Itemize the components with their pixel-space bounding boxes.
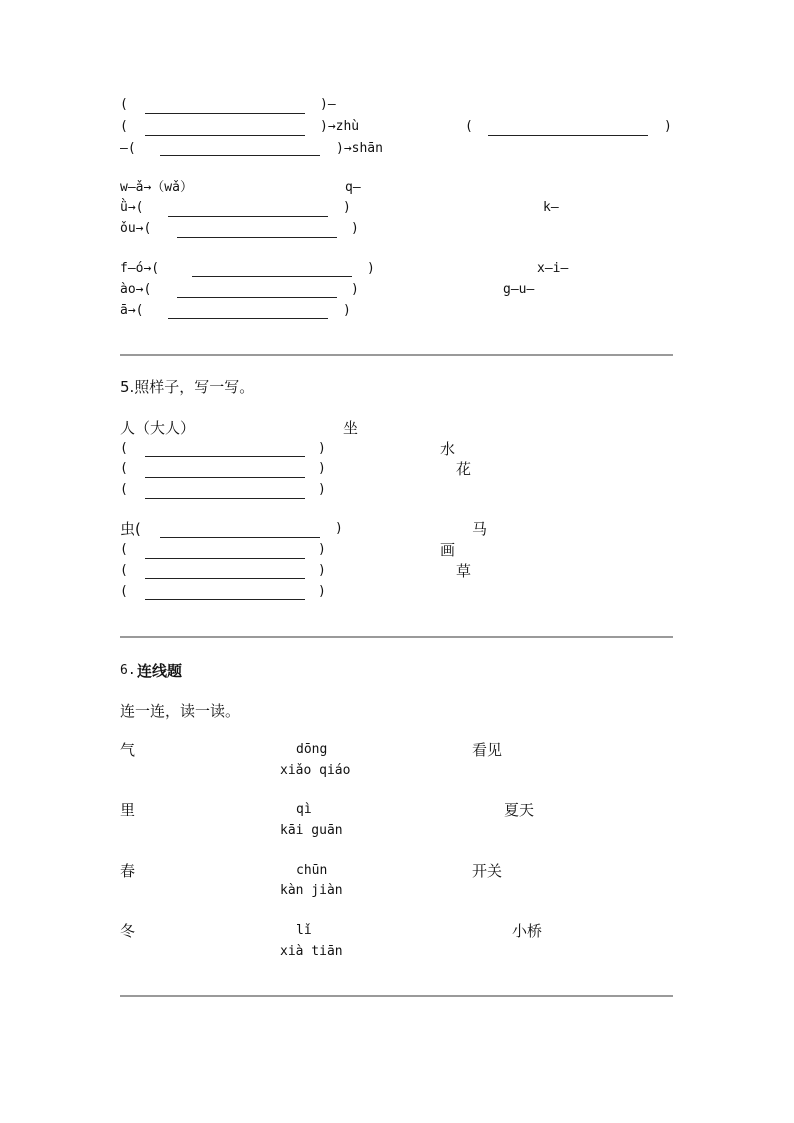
- paren-close: ): [351, 221, 359, 236]
- match-pinyin[interactable]: kàn jiàn: [280, 883, 343, 898]
- section-divider: [120, 995, 673, 997]
- prompt-gu: g—u—: [503, 282, 535, 297]
- answer-blank[interactable]: [145, 498, 305, 499]
- char-ma: 马: [472, 520, 488, 538]
- answer-blank[interactable]: [145, 456, 305, 457]
- char-shui: 水: [440, 440, 456, 458]
- char-chong: 虫(: [120, 520, 141, 538]
- paren-close: ): [343, 303, 351, 318]
- match-word[interactable]: 小桥: [512, 922, 543, 940]
- prompt-q: q—: [345, 180, 361, 195]
- paren-close: ): [343, 200, 351, 215]
- match-char[interactable]: 春: [120, 862, 136, 880]
- paren-close: ): [318, 461, 326, 476]
- paren-open: (: [120, 461, 128, 476]
- answer-blank[interactable]: [488, 135, 648, 136]
- match-pinyin[interactable]: chūn: [296, 863, 328, 878]
- answer-blank[interactable]: [145, 135, 305, 136]
- paren-close: ): [318, 441, 326, 456]
- char-cao: 草: [456, 562, 472, 580]
- match-pinyin[interactable]: xiǎo qiáo: [280, 763, 351, 778]
- char-zuo: 坐: [343, 419, 359, 437]
- answer-blank[interactable]: [145, 578, 305, 579]
- section-number: 6.: [120, 663, 136, 678]
- match-pinyin[interactable]: kāi guān: [280, 823, 343, 838]
- match-pinyin[interactable]: xià tiān: [280, 944, 343, 959]
- answer-blank[interactable]: [145, 599, 305, 600]
- answer-blank[interactable]: [168, 318, 328, 319]
- prompt-a: ā→(: [120, 303, 144, 318]
- answer-blank[interactable]: [145, 558, 305, 559]
- answer-blank[interactable]: [177, 297, 337, 298]
- answer-blank[interactable]: [145, 113, 305, 114]
- match-pinyin[interactable]: lǐ: [296, 923, 312, 938]
- paren-close: ): [351, 282, 359, 297]
- paren-close: )—: [320, 97, 336, 112]
- char-hua2: 画: [440, 541, 456, 559]
- match-char[interactable]: 冬: [120, 922, 136, 940]
- answer-blank[interactable]: [168, 216, 328, 217]
- paren-close: ): [664, 119, 672, 134]
- match-char[interactable]: 里: [120, 801, 136, 819]
- paren-close-shan: )→shān: [336, 141, 383, 156]
- prompt-fo: f—ó→(: [120, 261, 160, 276]
- example-text: 人（大人）: [120, 419, 196, 437]
- prompt-ao: ào→(: [120, 282, 152, 297]
- example-wa: w—ǎ→（wǎ）: [120, 180, 193, 195]
- instruction-text: 连一连，读一读。: [120, 702, 241, 720]
- section-title: 5.照样子，写一写。: [120, 378, 255, 396]
- match-word[interactable]: 夏天: [504, 801, 535, 819]
- paren-close: ): [318, 542, 326, 557]
- paren-open: (: [120, 482, 128, 497]
- answer-blank[interactable]: [177, 237, 337, 238]
- paren-open: (: [120, 119, 128, 134]
- answer-blank[interactable]: [192, 276, 352, 277]
- section-title: 连线题: [137, 662, 183, 680]
- paren-open: (: [120, 441, 128, 456]
- prompt-u: ǜ→(: [120, 200, 144, 215]
- match-pinyin[interactable]: qì: [296, 802, 312, 817]
- paren-open: (: [465, 119, 473, 134]
- answer-blank[interactable]: [145, 477, 305, 478]
- paren-close-zhu: )→zhù: [320, 119, 360, 134]
- answer-blank[interactable]: [160, 537, 320, 538]
- paren-open: (: [120, 563, 128, 578]
- paren-close: ): [318, 482, 326, 497]
- char-hua: 花: [456, 460, 472, 478]
- answer-blank[interactable]: [160, 155, 320, 156]
- prompt-k: k—: [543, 200, 559, 215]
- paren-open: (: [120, 542, 128, 557]
- prompt-xi: x—i—: [537, 261, 569, 276]
- paren-open: (: [120, 97, 128, 112]
- section-divider: [120, 636, 673, 638]
- paren-close: ): [367, 261, 375, 276]
- paren-close: ): [318, 563, 326, 578]
- match-word[interactable]: 开关: [472, 862, 503, 880]
- paren-close: ): [318, 584, 326, 599]
- match-word[interactable]: 看见: [472, 741, 503, 759]
- match-char[interactable]: 气: [120, 741, 136, 759]
- match-pinyin[interactable]: dōng: [296, 742, 328, 757]
- paren-close: ): [335, 521, 343, 536]
- paren-open: (: [120, 584, 128, 599]
- section-divider: [120, 354, 673, 356]
- prompt-ou: ǒu→(: [120, 221, 152, 236]
- paren-open: —(: [120, 141, 136, 156]
